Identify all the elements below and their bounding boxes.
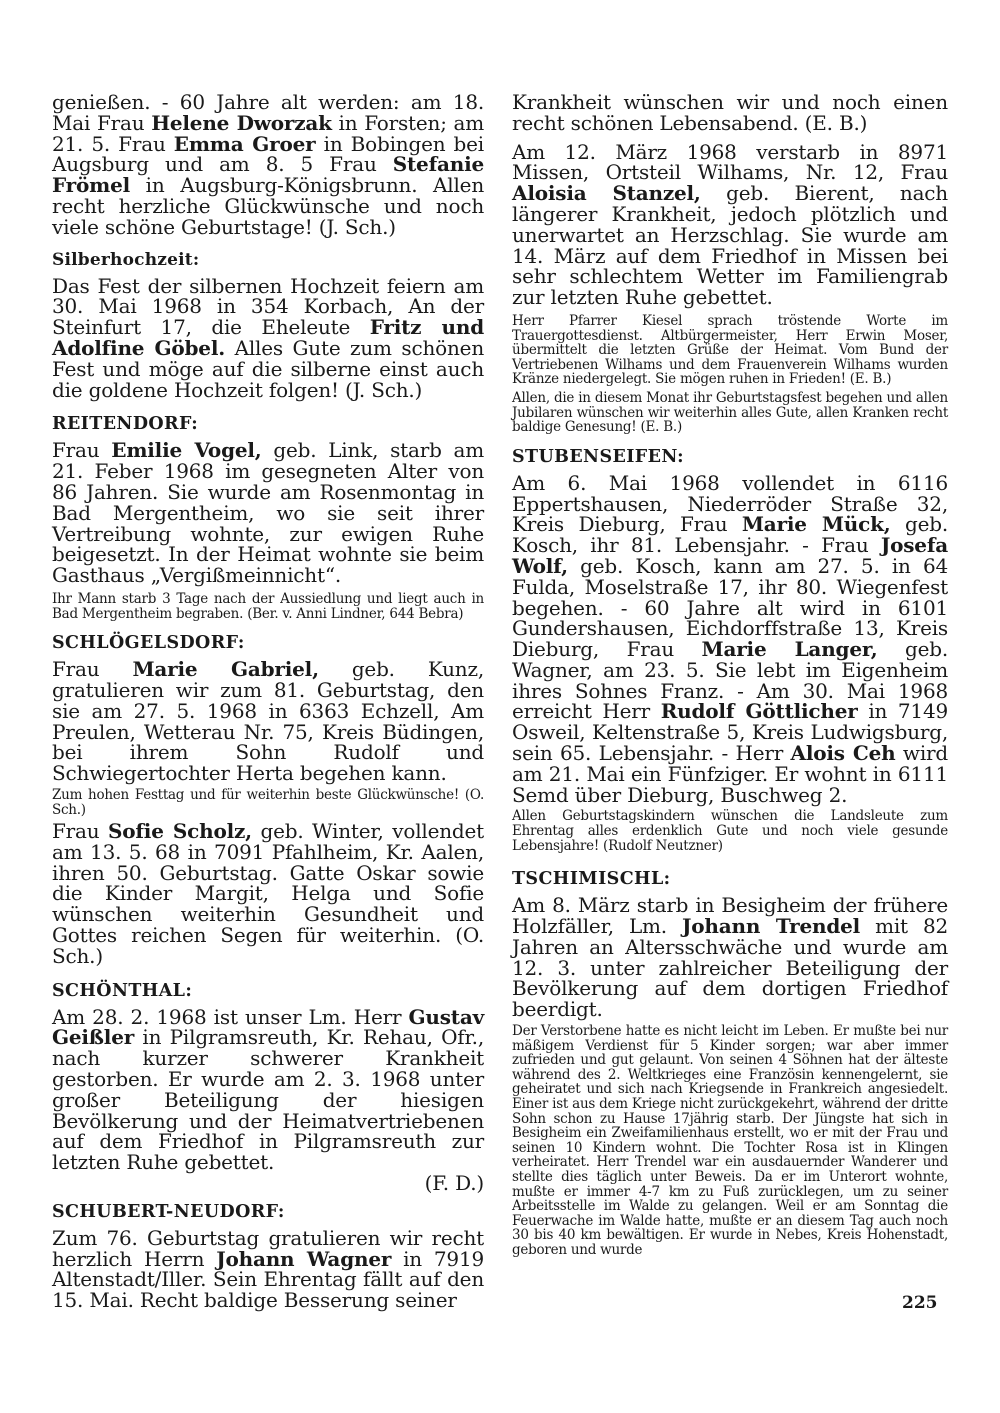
heading-schubert-neudorf: SCHUBERT-NEUDORF: (52, 1201, 285, 1222)
article-stubenseifen: Am 6. Mai 1968 vollendet in 6116 Eppertshausen, Niederröder Straße 32, Kreis Dieburg, Frau Marie Mück, geb. Kosch, ihr 81. Lebensjahr. - Frau Josefa Wolf, geb. Kosch, kann am 27. 5. in 64 Fulda, Moselstraße 17, ihr 80. Wiegenfest begehen. - 60 Jahre alt wird in 6101 Gundershausen, Eichdorffstraße 13, Kreis Dieburg, Frau Marie Langer, geb. Wagner, am 23. 5. Sie lebt im Eigenheim ihres Sohnes Franz. - Am 30. Mai 1968 erreicht Herr Rudolf Göttlicher in 7149 Osweil, Keltenstraße 5, Kreis Ludwigsburg, sein 65. Lebensjahr. - Herr Alois Ceh wird am 21. Mai ein Fünfziger. Er wohnt in 6111 Semd über Dieburg, Buschweg 2. (512, 470, 949, 807)
article-silberhochzeit: Das Fest der silbernen Hochzeit feiern am 30. Mai 1968 in 354 Korbach, An der Steinfurt 17, die Eheleute Fritz und Adolfine Göbel. Alles Gute zum schönen Fest und möge auf die silberne einst auch die goldene Hochzeit folgen! (J. Sch.) (52, 273, 485, 402)
heading-stubenseifen: STUBENSEIFEN: (512, 446, 685, 467)
article-tschimischl: Am 8. März starb in Besigheim der frühere Holzfäller, Lm. Johann Trendel mit 82 Jahren an Altersschwäche und wurde am 12. 3. unter zahlreicher Beteiligung der Bevölkerung auf dem dortigen Friedhof beerdigt. (512, 893, 949, 1022)
page-number: 225 (902, 1293, 938, 1313)
article-birthdays-60: genießen. - 60 Jahre alt werden: am 18. Mai Frau Helene Dworzak in Forsten; am 21. 5. Frau Emma Groer in Bobingen bei Augsburg und am 8. 5 Frau Stefanie Frömel in Augsburg-Königsbrunn. Allen recht herzliche Glückwünsche und noch viele schöne Geburtstage! (J. Sch.) (52, 90, 484, 239)
article-schubert-neudorf: Zum 76. Geburtstag gratulieren wir recht herzlich Herrn Johann Wagner in 7919 Altenstadt/Iller. Sein Ehrentag fällt auf den 15. Mai. Recht baldige Besserung seiner (52, 1225, 484, 1313)
note-geburtstagsgruss: Allen, die in diesem Monat ihr Geburtstagsfest begehen und allen Jubilaren wünschen wir weiterhin alles Gute, allen Kranken recht baldige Genesung! (E. B.) (512, 389, 948, 436)
signature-fd: (F. D.) (424, 1171, 484, 1196)
article-schloegelsdorf-scholz: Frau Sofie Scholz, geb. Winter, vollendet am 13. 5. 68 in 7091 Pfahlheim, Kr. Aalen, ihren 50. Geburtstag. Gatte Oskar sowie die Kinder Margit, Helga und Sofie wünschen weiterhin Gesundheit und Gottes reichen Segen für weiterhin. (O. Sch.) (52, 819, 485, 968)
note-schloegelsdorf: Zum hohen Festtag und für weiterhin beste Glückwünsche! (O. Sch.) (52, 786, 484, 818)
note-tschimischl: Der Verstorbene hatte es nicht leicht im Leben. Er mußte bei nur mäßigem Verdienst für 5 Kinder sorgen; war aber immer zufrieden und gut gelaunt. Von seinen 4 Söhnen hat der älteste während des 2. Weltkrieges eine Französin kennengelernt, sie geheiratet und sich nach Kriegsende in Frankreich angesiedelt. Einer ist aus dem Kriege nicht zurückgekehrt, während der dritte Sohn schon zu Hause 17jährig starb. Der Jüngste hat sich in Besigheim ein Zweifamilienhaus erstellt, wo er mit der Frau und seinen 10 Kindern wohnt. Die Tochter Rosa ist in Klingen verheiratet. Herr Trendel war ein ausdauernder Wanderer und stellte dies täglich unter Beweis. Da er im Unterort wohnte, mußte er immer 4-7 km zu Fuß zurücklegen, um zu seiner Arbeitsstelle im Walde zu gelangen. Weil er am Sonntag die Feuerwache im Walde hatte, mußte er an diesem Tag auch noch 30 bis 40 km bewältigen. Er wurde in Nebes, Kreis Hohenstadt, geboren und wurde (512, 1023, 948, 1258)
heading-silberhochzeit: Silberhochzeit: (52, 249, 200, 270)
article-stanzel: Am 12. März 1968 verstarb in 8971 Missen, Ortsteil Wilhams, Nr. 12, Frau Aloisia Stanzel, geb. Bierent, nach längerer Krankheit, jedoch plötzlich und unerwartet an Herzschlag. Sie wurde am 14. März auf dem Friedhof in Missen bei sehr schlechtem Wetter im Familiengrab zur letzten Ruhe gebettet. (512, 139, 948, 310)
heading-schloegelsdorf: SCHLÖGELSDORF: (52, 633, 245, 654)
heading-reitendorf: REITENDORF: (52, 414, 199, 435)
note-stubenseifen: Allen Geburtstagskindern wünschen die Landsleute zum Ehrentag alles erdenklich Gute und noch viele gesunde Lebensjahre! (Rudolf Neutzner) (512, 808, 948, 854)
left-column (52, 92, 484, 1311)
heading-tschimischl: TSCHIMISCHL: (512, 869, 671, 890)
note-reitendorf: Ihr Mann starb 3 Tage nach der Aussiedlung und liegt auch in Bad Mergentheim begraben. (Ber. v. Anni Lindner, 644 Bebra) (52, 590, 484, 622)
heading-schoenthal: SCHÖNTHAL: (52, 980, 193, 1001)
article-continued: Krankheit wünschen wir und noch einen recht schönen Lebensabend. (E. B.) (512, 90, 948, 135)
article-schloegelsdorf-gabriel: Frau Marie Gabriel, geb. Kunz, gratulieren wir zum 81. Geburtstag, den sie am 27. 5. 1968 in 6363 Echzell, Am Preulen, Wetterau Nr. 75, Kreis Büdingen, bei ihrem Sohn Rudolf und Schwiegertochter Herta begehen kann. (52, 657, 484, 786)
note-trauergottesdienst: Herr Pfarrer Kiesel sprach tröstende Worte im Trauergottesdienst. Altbürgermeister, Herr Erwin Moser, übermittelt die letzten Grüße der Heimat. Vom Bund der Vertriebenen Wilhams und dem Frauenverein Wilhams wurden Kränze niedergelegt. Sie mögen ruhen in Frieden! (E. B.) (512, 312, 948, 388)
article-reitendorf: Frau Emilie Vogel, geb. Link, starb am 21. Feber 1968 im gesegneten Alter von 86 Jahren. Sie wurde am Rosenmontag in Bad Mergentheim, wo sie seit ihrer Vertreibung wohnte, zur ewigen Ruhe beigesetzt. In der Heimat wohnte sie beim Gasthaus „Vergißmeinnicht“. (52, 438, 484, 588)
right-column (512, 92, 948, 1258)
article-schoenthal: Am 28. 2. 1968 ist unser Lm. Herr Gustav Geißler in Pilgramsreuth, Kr. Rehau, Ofr., nach kurzer schwerer Krankheit gestorben. Er wurde am 2. 3. 1968 unter großer Beteiligung der hiesigen Bevölkerung und der Heimatvertriebenen auf dem Friedhof in Pilgramsreuth zur letzten Ruhe gebettet. (52, 1004, 484, 1175)
